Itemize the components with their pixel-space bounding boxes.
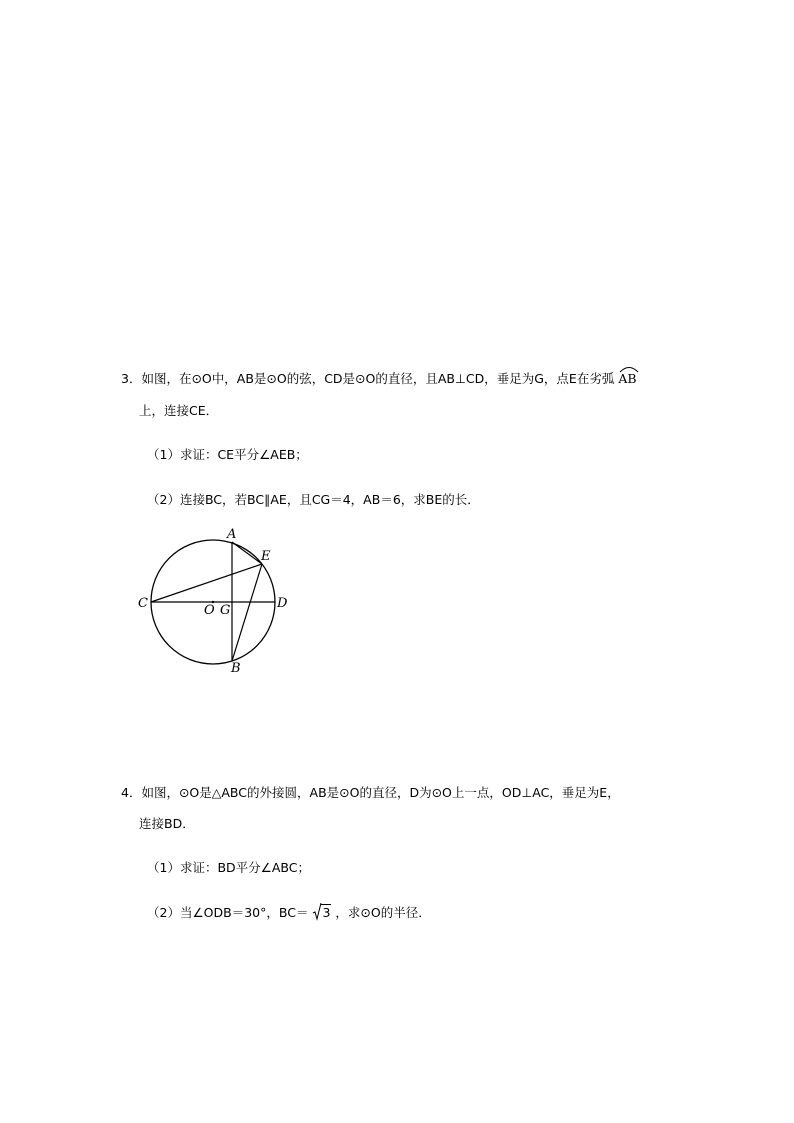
q4-part2-text-a: （2）当∠ODB＝30°，BC＝ (147, 905, 309, 920)
radical-sign-icon (312, 902, 322, 922)
segment-eb (232, 564, 262, 661)
q4-line1: 4．如图，⊙O是△ABC的外接圆，AB是⊙O的直径，D为⊙O上一点，OD⊥AC，垂足为E， (121, 785, 620, 800)
label-e: E (261, 549, 271, 564)
q3-line2: 上，连接CE． (139, 403, 219, 418)
q4-part2 (147, 905, 431, 921)
label-a: A (227, 527, 237, 542)
sqrt-expression (312, 905, 331, 921)
sqrt-radicand: 3 (322, 905, 331, 920)
q3-line1-text: 3．如图，在⊙O中，AB是⊙O的弦，CD是⊙O的直径，且AB⊥CD，垂足为G，点E在劣弧 (121, 371, 615, 386)
arc-mark-icon (618, 363, 640, 373)
label-g: G (220, 603, 231, 618)
q4-part1: （1）求证：BD平分∠ABC； (147, 860, 310, 875)
arc-ab-text: AB (618, 371, 637, 386)
segment-ce (151, 564, 262, 602)
label-o: O (204, 603, 215, 618)
q3-line1 (121, 371, 637, 387)
label-c: C (138, 596, 148, 611)
q3-part1: （1）求证：CE平分∠AEB； (147, 447, 308, 462)
label-b: B (231, 661, 241, 676)
q4-part2-text-b: ，求⊙O的半径． (335, 905, 431, 920)
q3-part2: （2）连接BC，若BC∥AE，且CG＝4，AB＝6，求BE的长． (147, 492, 480, 507)
arc-ab-label (618, 371, 636, 387)
q4-line2: 连接BD． (139, 816, 195, 831)
label-d: D (277, 596, 288, 611)
segment-ae (232, 542, 262, 564)
geometry-figure (135, 522, 295, 677)
